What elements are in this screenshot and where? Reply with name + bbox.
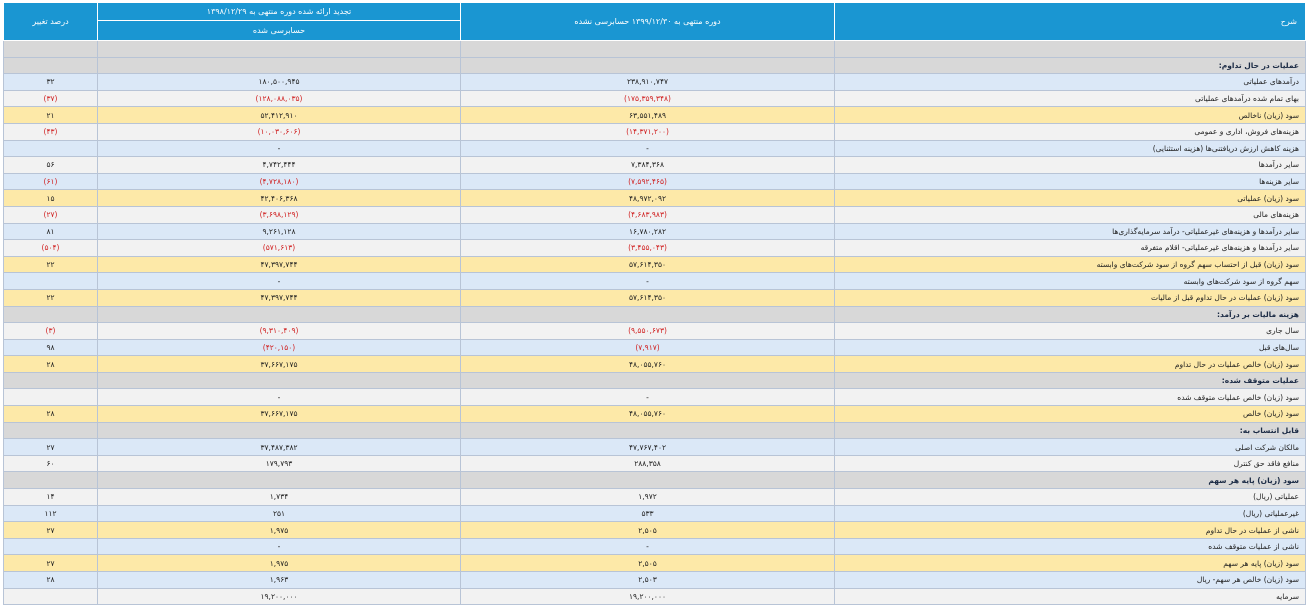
current-period-value: ۵۷,۶۱۴,۳۵۰ [461, 289, 835, 306]
percent-change-value: ۱۵ [4, 190, 98, 207]
current-period-value: (۹,۵۵۰,۶۷۳) [461, 323, 835, 340]
row-description: سود (زیان) پایه هر سهم [835, 555, 1306, 572]
current-period-value: ۴۸,۹۷۲,۰۹۲ [461, 190, 835, 207]
row-description [835, 41, 1306, 58]
percent-change-value: ۲۱ [4, 107, 98, 124]
previous-period-value: ۴۲,۴۰۶,۳۶۸ [98, 190, 461, 207]
percent-change-value [4, 588, 98, 605]
row-description: سود (زیان) خالص عملیات متوقف شده [835, 389, 1306, 406]
percent-change-value [4, 140, 98, 157]
row-description: سال جاری [835, 323, 1306, 340]
previous-period-value: - [98, 389, 461, 406]
row-description: درآمدهای عملیاتی [835, 74, 1306, 91]
current-period-value: ۵۳۳ [461, 505, 835, 522]
current-period-value [461, 57, 835, 74]
section-row [4, 422, 1306, 439]
current-period-value: ۲۸۸,۳۵۸ [461, 455, 835, 472]
previous-period-value: - [98, 538, 461, 555]
current-period-value: ۱,۹۷۲ [461, 489, 835, 506]
previous-period-value: ۱۹,۲۰۰,۰۰۰ [98, 588, 461, 605]
previous-period-value: ۱۷۹,۷۹۳ [98, 455, 461, 472]
header-previous-audited: حسابرسی شده [98, 21, 461, 41]
previous-period-value: ۳۷,۶۶۷,۱۷۵ [98, 406, 461, 423]
percent-change-value [4, 538, 98, 555]
current-period-value: (۷,۹۱۷) [461, 339, 835, 356]
row-description: ناشی از عملیات در حال تداوم [835, 522, 1306, 539]
table-row [4, 588, 1306, 605]
table-row [4, 173, 1306, 190]
percent-change-value: ۱۱۲ [4, 505, 98, 522]
previous-period-value: (۳,۶۹۸,۱۲۹) [98, 206, 461, 223]
row-description: سود (زیان) خالص هر سهم- ریال [835, 572, 1306, 589]
row-description: سرمایه [835, 588, 1306, 605]
table-row [4, 123, 1306, 140]
percent-change-value: ۱۴ [4, 489, 98, 506]
percent-change-value: ۲۸ [4, 356, 98, 373]
current-period-value: - [461, 140, 835, 157]
percent-change-value [4, 472, 98, 489]
percent-change-value: ۲۷ [4, 439, 98, 456]
current-period-value: - [461, 389, 835, 406]
percent-change-value: ۲۷ [4, 522, 98, 539]
row-description: هزینه مالیات بر درآمد: [835, 306, 1306, 323]
income-statement-table [3, 2, 1306, 605]
table-row [4, 140, 1306, 157]
row-description: سود (زیان) عملیاتی [835, 190, 1306, 207]
section-row [4, 372, 1306, 389]
previous-period-value: (۴۲۰,۱۵۰) [98, 339, 461, 356]
row-description: عملیاتی (ریال) [835, 489, 1306, 506]
percent-change-value: (۵۰۴) [4, 240, 98, 257]
row-description: قابل انتساب به: [835, 422, 1306, 439]
previous-period-value: ۱,۹۶۳ [98, 572, 461, 589]
percent-change-value [4, 273, 98, 290]
previous-period-value [98, 41, 461, 58]
table-row [4, 190, 1306, 207]
table-row [4, 90, 1306, 107]
previous-period-value: ۴۷,۳۹۷,۷۴۴ [98, 289, 461, 306]
row-description: سود (زیان) پایه هر سهم [835, 472, 1306, 489]
row-description: سود (زیان) ناخالص [835, 107, 1306, 124]
header-description: شرح [835, 3, 1306, 41]
row-description: عملیات متوقف شده: [835, 372, 1306, 389]
table-row [4, 223, 1306, 240]
previous-period-value: ۳۷,۴۸۷,۳۸۲ [98, 439, 461, 456]
current-period-value: ۱۹,۲۰۰,۰۰۰ [461, 588, 835, 605]
previous-period-value [98, 306, 461, 323]
current-period-value: - [461, 538, 835, 555]
previous-period-value: (۱۲۸,۰۸۸,۰۳۵) [98, 90, 461, 107]
current-period-value: ۶۳,۵۵۱,۴۸۹ [461, 107, 835, 124]
table-row [4, 273, 1306, 290]
table-row [4, 406, 1306, 423]
table-row [4, 206, 1306, 223]
previous-period-value: ۲۵۱ [98, 505, 461, 522]
table-row [4, 505, 1306, 522]
current-period-value: (۳,۴۵۵,۰۴۳) [461, 240, 835, 257]
previous-period-value: (۵۷۱,۶۱۳) [98, 240, 461, 257]
table-row [4, 339, 1306, 356]
current-period-value: ۵۷,۶۱۴,۳۵۰ [461, 256, 835, 273]
percent-change-value: (۶۱) [4, 173, 98, 190]
row-description: منافع فاقد حق کنترل [835, 455, 1306, 472]
current-period-value: (۴,۶۸۳,۹۸۳) [461, 206, 835, 223]
table-row [4, 538, 1306, 555]
row-description: سایر هزینه‌ها [835, 173, 1306, 190]
previous-period-value: ۵۲,۴۱۲,۹۱۰ [98, 107, 461, 124]
table-row [4, 256, 1306, 273]
current-period-value [461, 306, 835, 323]
current-period-value: ۲,۵۰۳ [461, 572, 835, 589]
previous-period-value: (۱۰,۰۳۰,۶۰۶) [98, 123, 461, 140]
row-description: عملیات در حال تداوم: [835, 57, 1306, 74]
previous-period-value: ۱۸۰,۵۰۰,۹۴۵ [98, 74, 461, 91]
percent-change-value: ۸۱ [4, 223, 98, 240]
row-description: سایر درآمدها و هزینه‌های غیرعملیاتی- درآمد سرمایه‌گذاری‌ها [835, 223, 1306, 240]
current-period-value: ۲,۵۰۵ [461, 522, 835, 539]
percent-change-value [4, 57, 98, 74]
previous-period-value [98, 422, 461, 439]
current-period-value: ۷,۳۸۴,۳۶۸ [461, 157, 835, 174]
current-period-value: ۲۳۸,۹۱۰,۷۴۷ [461, 74, 835, 91]
table-row [4, 389, 1306, 406]
row-description: هزینه‌های فروش، اداری و عمومی [835, 123, 1306, 140]
row-description: سهم گروه از سود شرکت‌های وابسته [835, 273, 1306, 290]
table-row [4, 74, 1306, 91]
percent-change-value: ۲۸ [4, 406, 98, 423]
percent-change-value: ۲۲ [4, 256, 98, 273]
table-row [4, 157, 1306, 174]
percent-change-value: ۵۶ [4, 157, 98, 174]
table-row [4, 107, 1306, 124]
table-row [4, 555, 1306, 572]
table-row [4, 323, 1306, 340]
table-row [4, 572, 1306, 589]
current-period-value: ۴۸,۰۵۵,۷۶۰ [461, 356, 835, 373]
current-period-value [461, 41, 835, 58]
previous-period-value [98, 57, 461, 74]
percent-change-value: ۲۲ [4, 289, 98, 306]
header-current-period: دوره منتهی به ۱۳۹۹/۱۲/۳۰ حسابرسی نشده [461, 3, 835, 41]
percent-change-value: ۶۰ [4, 455, 98, 472]
current-period-value [461, 472, 835, 489]
row-description: بهای تمام شده درآمدهای عملیاتی [835, 90, 1306, 107]
row-description: هزینه کاهش ارزش دریافتنی‌ها (هزینه استثنایی) [835, 140, 1306, 157]
percent-change-value [4, 41, 98, 58]
spacer-row [4, 41, 1306, 58]
row-description: سود (زیان) خالص [835, 406, 1306, 423]
current-period-value [461, 422, 835, 439]
row-description: ناشی از عملیات متوقف شده [835, 538, 1306, 555]
percent-change-value: (۴۳) [4, 123, 98, 140]
percent-change-value: (۲۷) [4, 206, 98, 223]
table-row [4, 522, 1306, 539]
row-description: غیرعملیاتی (ریال) [835, 505, 1306, 522]
previous-period-value: - [98, 273, 461, 290]
percent-change-value: (۳۷) [4, 90, 98, 107]
previous-period-value: - [98, 140, 461, 157]
percent-change-value: (۳) [4, 323, 98, 340]
current-period-value: (۱۴,۳۷۱,۲۰۰) [461, 123, 835, 140]
percent-change-value: ۹۸ [4, 339, 98, 356]
row-description: سود (زیان) عملیات در حال تداوم قبل از مالیات [835, 289, 1306, 306]
section-row [4, 306, 1306, 323]
percent-change-value: ۲۸ [4, 572, 98, 589]
current-period-value: (۷,۵۹۲,۴۶۵) [461, 173, 835, 190]
header-previous-period: تجدید ارائه شده دوره منتهی به ۱۳۹۸/۱۲/۲۹ [98, 3, 461, 21]
percent-change-value: ۳۲ [4, 74, 98, 91]
row-description: هزینه‌های مالی [835, 206, 1306, 223]
current-period-value: ۱۶,۷۸۰,۲۸۲ [461, 223, 835, 240]
row-description: سود (زیان) قبل از احتساب سهم گروه از سود شرکت‌های وابسته [835, 256, 1306, 273]
table-row [4, 240, 1306, 257]
previous-period-value: ۴,۷۴۲,۴۴۴ [98, 157, 461, 174]
percent-change-value [4, 306, 98, 323]
previous-period-value [98, 472, 461, 489]
previous-period-value: ۱,۹۷۵ [98, 522, 461, 539]
previous-period-value: (۴,۷۲۸,۱۸۰) [98, 173, 461, 190]
row-description: سود (زیان) خالص عملیات در حال تداوم [835, 356, 1306, 373]
table-row [4, 439, 1306, 456]
previous-period-value: ۹,۲۶۱,۱۲۸ [98, 223, 461, 240]
previous-period-value: (۹,۳۱۰,۴۰۹) [98, 323, 461, 340]
row-description: سایر درآمدها و هزینه‌های غیرعملیاتی- اقلام متفرقه [835, 240, 1306, 257]
row-description: سال‌های قبل [835, 339, 1306, 356]
table-row [4, 455, 1306, 472]
table-row [4, 356, 1306, 373]
percent-change-value [4, 389, 98, 406]
section-row [4, 57, 1306, 74]
previous-period-value: ۱,۷۳۴ [98, 489, 461, 506]
percent-change-value [4, 422, 98, 439]
header-percent-change: درصد تغییر [4, 3, 98, 41]
previous-period-value: ۳۷,۶۶۷,۱۷۵ [98, 356, 461, 373]
table-row [4, 289, 1306, 306]
current-period-value: ۴۷,۷۶۷,۴۰۲ [461, 439, 835, 456]
current-period-value: - [461, 273, 835, 290]
row-description: سایر درآمدها [835, 157, 1306, 174]
row-description: مالکان شرکت اصلی [835, 439, 1306, 456]
section-row [4, 472, 1306, 489]
previous-period-value: ۱,۹۷۵ [98, 555, 461, 572]
current-period-value: ۴۸,۰۵۵,۷۶۰ [461, 406, 835, 423]
current-period-value: ۲,۵۰۵ [461, 555, 835, 572]
table-row [4, 489, 1306, 506]
percent-change-value: ۲۷ [4, 555, 98, 572]
previous-period-value: ۴۷,۳۹۷,۷۴۴ [98, 256, 461, 273]
percent-change-value [4, 372, 98, 389]
current-period-value [461, 372, 835, 389]
current-period-value: (۱۷۵,۳۵۹,۳۴۸) [461, 90, 835, 107]
previous-period-value [98, 372, 461, 389]
